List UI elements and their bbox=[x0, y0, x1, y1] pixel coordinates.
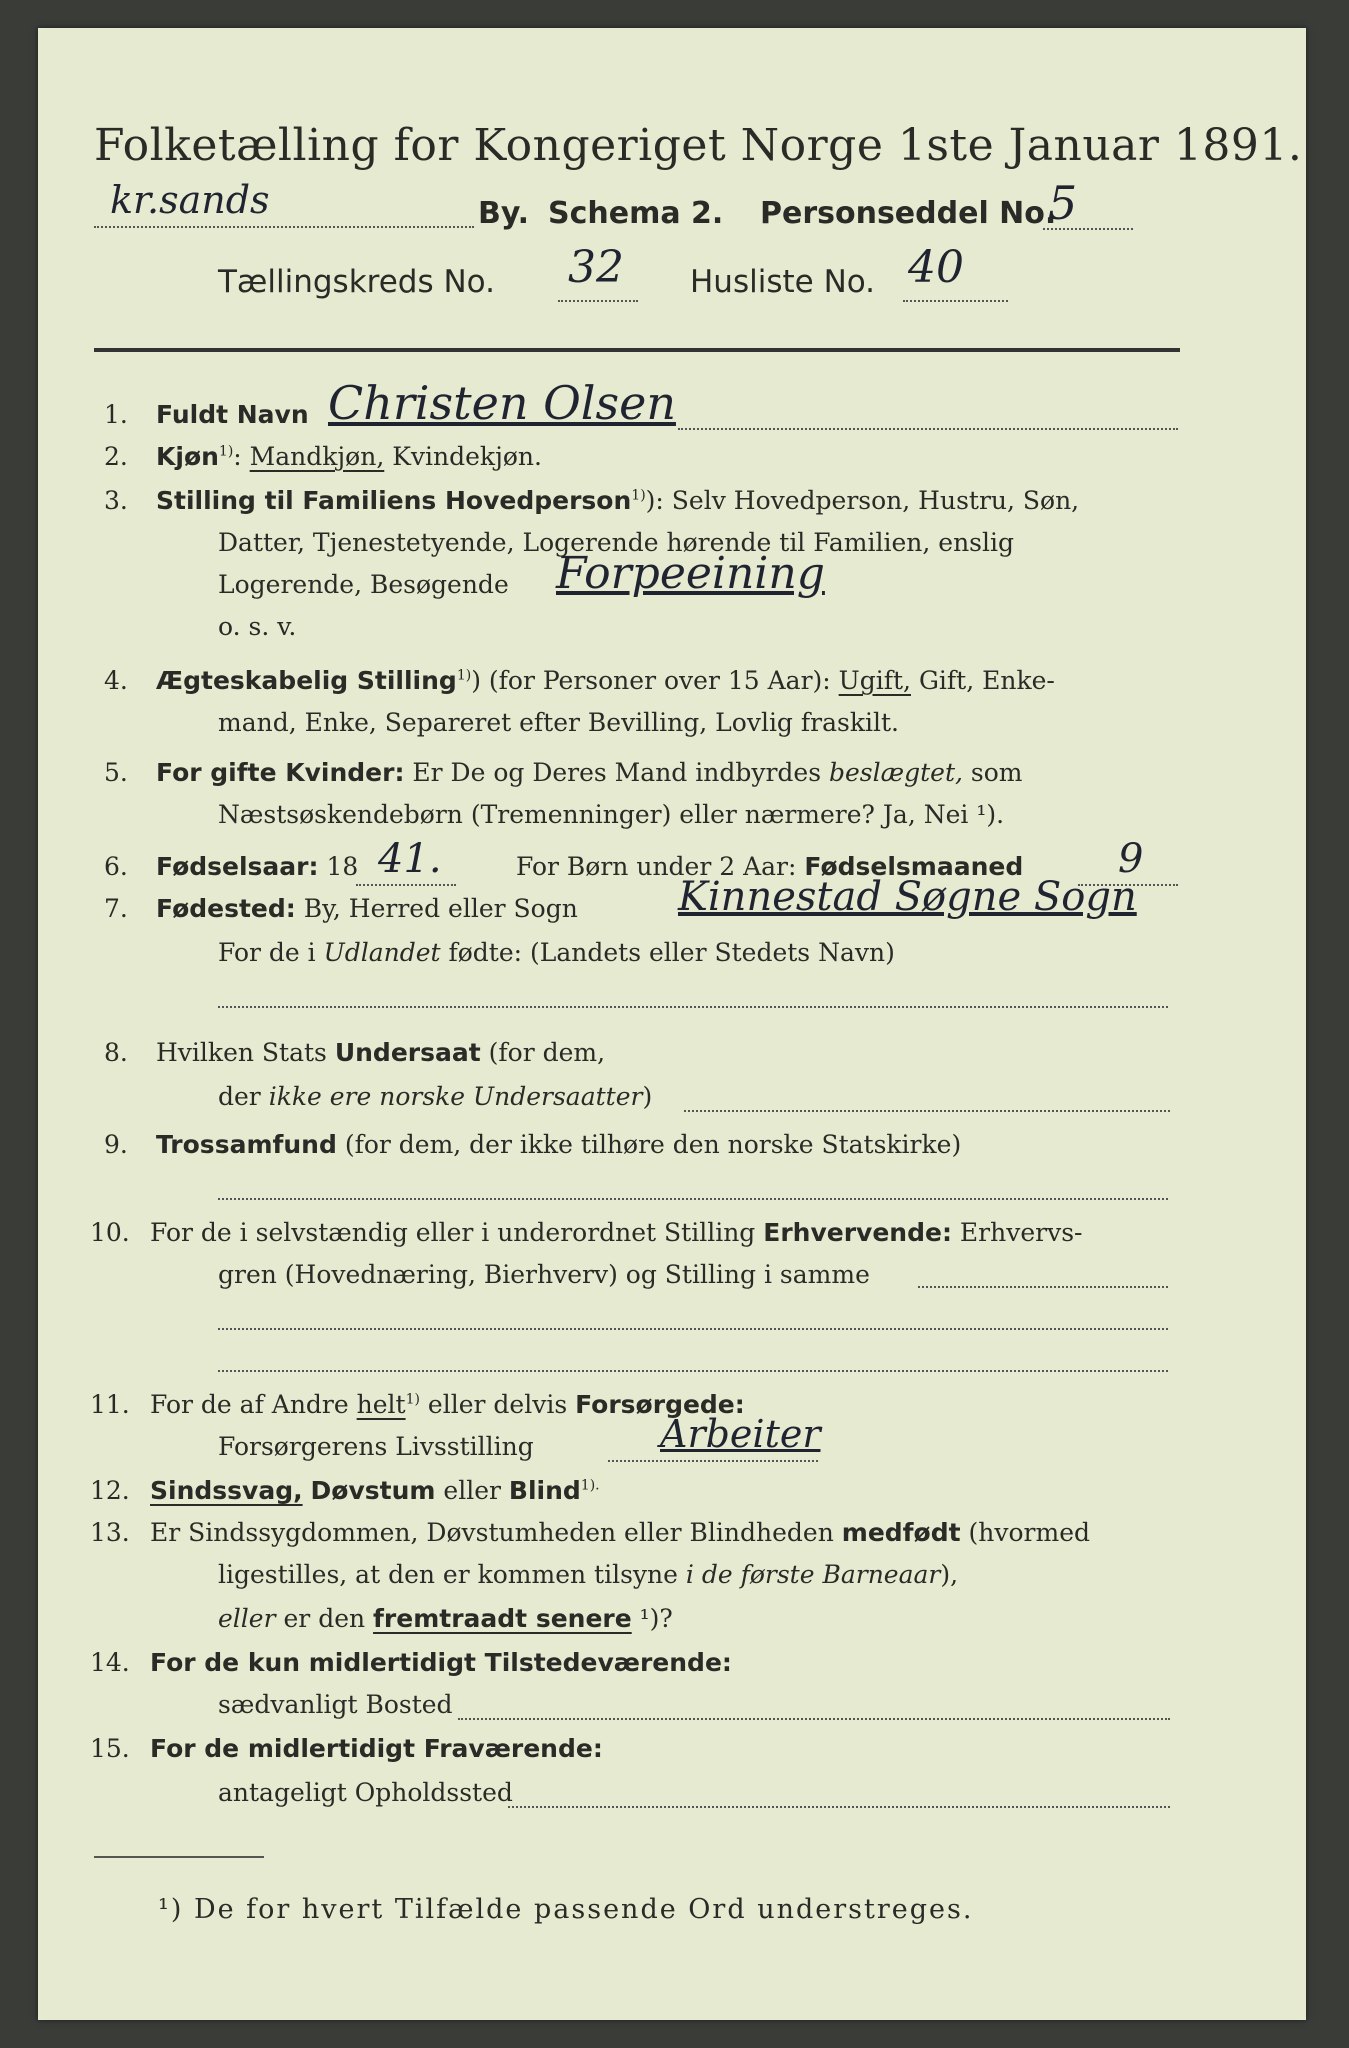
occupation-prefix: For de i selvstændig eller i underordnet Stilling bbox=[150, 1218, 756, 1247]
congenital-line2: ligestilles, at den er kommen tilsyne bbox=[218, 1560, 678, 1589]
probable-location-label: antageligt Opholdssted bbox=[218, 1778, 513, 1807]
abroad-word: Udlandet bbox=[323, 938, 441, 967]
married-women-question: Er De og Deres Mand indbyrdes bbox=[412, 758, 822, 787]
item-15-number: 15. bbox=[90, 1734, 130, 1763]
item-3-number: 3. bbox=[104, 486, 128, 515]
item-9-number: 9. bbox=[104, 1130, 128, 1159]
birth-year-label: Fødselsaar: bbox=[156, 852, 319, 881]
marital-status-sup: 1) bbox=[456, 667, 472, 684]
item-14-number: 14. bbox=[90, 1648, 130, 1677]
family-position-options-1: Selv Hovedperson, Hustru, Søn, bbox=[671, 486, 1080, 515]
married-women-line1 bbox=[156, 758, 1023, 787]
married-women-line2: Næstsøskendebørn (Tremenninger) eller nærmere? Ja, Nei ¹). bbox=[218, 800, 1005, 829]
birth-year-value: 41. bbox=[378, 836, 442, 882]
congenital-question: Er Sindssygdommen, Døvstumheden eller Blindheden bbox=[150, 1518, 834, 1547]
appeared-later-option: fremtraadt senere bbox=[373, 1604, 632, 1633]
family-position-label: Stilling til Familiens Hovedperson bbox=[156, 486, 632, 515]
supported-fully: helt bbox=[356, 1390, 406, 1419]
footnote-rule bbox=[94, 1856, 264, 1858]
family-position-options-2: Datter, Tjenestetyende, Logerende hørende til Familien, enslig bbox=[218, 528, 1015, 557]
marital-status-options-1: Gift, Enke- bbox=[918, 666, 1055, 695]
congenital-line3-suffix: ¹)? bbox=[639, 1604, 673, 1633]
family-position-options-3: Logerende, Besøgende bbox=[218, 570, 509, 599]
kreds-label: Tællingskreds No. bbox=[218, 264, 495, 300]
abroad-suffix: fødte: (Landets eller Stedets Navn) bbox=[448, 938, 895, 967]
footnote: ¹) De for hvert Tilfælde passende Ord understreges. bbox=[158, 1894, 974, 1925]
congenital-or: eller bbox=[218, 1604, 276, 1633]
supported-partly: eller delvis bbox=[427, 1390, 568, 1419]
disability-or: eller bbox=[443, 1476, 501, 1505]
occupation-label: Erhvervende: bbox=[763, 1218, 952, 1247]
full-name-label: Fuldt Navn bbox=[156, 400, 309, 429]
kreds-value: 32 bbox=[568, 242, 624, 293]
marital-status-age-note: (for Personer over 15 Aar): bbox=[488, 666, 831, 695]
birth-month-value: 9 bbox=[1118, 836, 1144, 882]
personseddel-value: 5 bbox=[1048, 176, 1078, 230]
family-position-sup: 1) bbox=[631, 487, 646, 504]
birthplace-options: By, Herred eller Sogn bbox=[303, 894, 578, 923]
family-position-options-4: o. s. v. bbox=[218, 612, 297, 641]
congenital-label: medfødt bbox=[841, 1518, 961, 1547]
sex-female-option: Kvindekjøn. bbox=[392, 442, 542, 471]
married-women-related: beslægtet, bbox=[829, 758, 963, 787]
census-form bbox=[38, 28, 1306, 2020]
occupation-line2: gren (Hovednæring, Bierhverv) og Stilling i samme bbox=[218, 1260, 870, 1289]
married-women-som: som bbox=[970, 758, 1023, 787]
usual-residence-label: sædvanligt Bosted bbox=[218, 1690, 453, 1719]
item-10-number: 10. bbox=[90, 1218, 130, 1247]
citizenship-label: Undersaat bbox=[334, 1038, 481, 1067]
birth-year-prefix: 18 bbox=[326, 852, 359, 881]
sex-label: Kjøn bbox=[156, 442, 219, 471]
item-8-number: 8. bbox=[104, 1038, 128, 1067]
birthplace-value: Kinnestad Søgne Sogn bbox=[678, 874, 1137, 920]
congenital-suffix: (hvormed bbox=[968, 1518, 1091, 1547]
deafmute-option: Døvstum bbox=[310, 1476, 436, 1505]
item-4-number: 4. bbox=[104, 666, 128, 695]
provider-occupation-label: Forsørgerens Livsstilling bbox=[218, 1432, 534, 1461]
congenital-line3: er den bbox=[283, 1604, 366, 1633]
item-7-number: 7. bbox=[104, 894, 128, 923]
insane-option: Sindssvag, bbox=[150, 1476, 303, 1505]
city-handwritten: kr.sands bbox=[110, 178, 270, 222]
religion-label: Trossamfund bbox=[156, 1130, 337, 1159]
married-women-label: For gifte Kvinder: bbox=[156, 758, 405, 787]
supported-prefix: For de af Andre bbox=[150, 1390, 349, 1419]
by-label: By. bbox=[478, 196, 530, 231]
item-6-number: 6. bbox=[104, 852, 128, 881]
item-12-number: 12. bbox=[90, 1476, 130, 1505]
family-position-line1: Stilling til Familiens Hovedperson$^{1)}$): Selv Hovedperson, Hustru, Søn, bbox=[156, 486, 1080, 515]
marital-status-label: Ægteskabelig Stilling bbox=[156, 666, 457, 695]
citizenship-prefix: Hvilken Stats bbox=[156, 1038, 327, 1067]
marital-status-line1: Ægteskabelig Stilling$^{1)}$) (for Personer over 15 Aar): Ugift, Gift, Enke- bbox=[156, 666, 1055, 695]
marital-status-options-2: mand, Enke, Separeret efter Bevilling, Lovlig fraskilt. bbox=[218, 708, 899, 737]
congenital-childhood: i de første Barneaar bbox=[685, 1560, 941, 1589]
citizenship-note: (for dem, bbox=[488, 1038, 606, 1067]
husliste-label: Husliste No. bbox=[690, 264, 876, 300]
disability-sup: 1). bbox=[580, 1477, 600, 1494]
under-two-label: For Børn under 2 Aar: bbox=[516, 852, 797, 881]
personseddel-label: Personseddel No. bbox=[760, 196, 1057, 231]
form-title: Folketælling for Kongeriget Norge 1ste Januar 1891. bbox=[94, 120, 1303, 171]
schema-label: Schema 2. bbox=[548, 196, 724, 231]
sex-line: Kjøn$^{1)}$: Mandkjøn, Kvindekjøn. bbox=[156, 442, 542, 471]
header-rule bbox=[94, 348, 1180, 352]
supported-label: Forsørgede: bbox=[575, 1390, 745, 1419]
citizenship-line2-prefix: der bbox=[218, 1082, 261, 1111]
temporary-present-label: For de kun midlertidigt Tilstedeværende: bbox=[150, 1648, 732, 1677]
item-13-number: 13. bbox=[90, 1518, 130, 1547]
item-1-number: 1. bbox=[104, 400, 128, 429]
full-name-value: Christen Olsen bbox=[328, 376, 676, 430]
marital-status-unmarried: Ugift, bbox=[838, 666, 911, 695]
item-11-number: 11. bbox=[90, 1390, 130, 1419]
birth-month-label: Fødselsmaaned bbox=[804, 852, 1024, 881]
sex-male-option: Mandkjøn, bbox=[249, 442, 385, 471]
religion-note: (for dem, der ikke tilhøre den norske Statskirke) bbox=[344, 1130, 962, 1159]
citizenship-line2-suffix: ) bbox=[642, 1082, 653, 1111]
occupation-suffix: Erhvervs- bbox=[959, 1218, 1083, 1247]
item-5-number: 5. bbox=[104, 758, 128, 787]
husliste-value: 40 bbox=[908, 242, 964, 293]
blind-option: Blind bbox=[508, 1476, 581, 1505]
temporary-absent-label: For de midlertidigt Fraværende: bbox=[150, 1734, 603, 1763]
family-position-value: Forpeeining bbox=[556, 548, 825, 599]
provider-occupation-value: Arbeiter bbox=[660, 1412, 821, 1456]
congenital-line2-suffix: ), bbox=[940, 1560, 959, 1589]
sex-sup: 1) bbox=[218, 443, 234, 460]
abroad-prefix: For de i bbox=[218, 938, 316, 967]
citizenship-line2-italic: ikke ere norske Undersaatter bbox=[268, 1082, 643, 1111]
item-2-number: 2. bbox=[104, 442, 128, 471]
supported-sup: 1) bbox=[405, 1391, 420, 1408]
birthplace-label: Fødested: bbox=[156, 894, 296, 923]
